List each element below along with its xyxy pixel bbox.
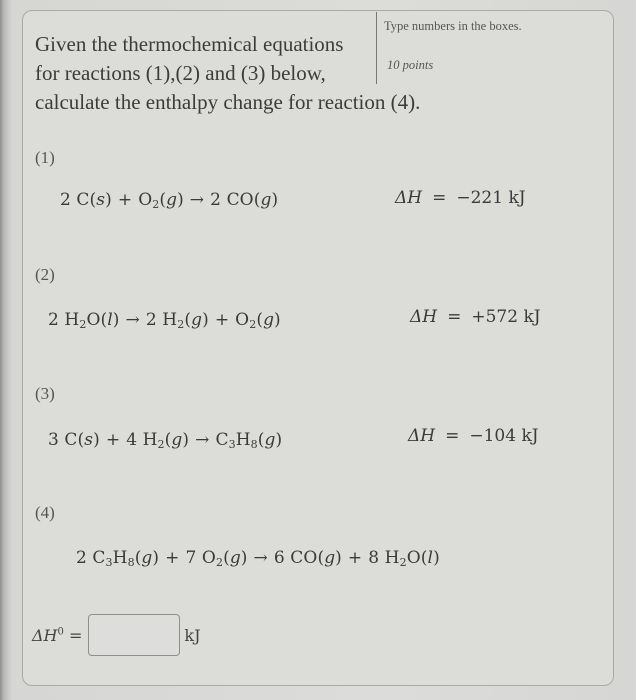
prompt-line-1: Given the thermochemical equations [35, 32, 344, 56]
delta-h-symbol: ΔH [408, 426, 436, 446]
question-meta [376, 12, 522, 84]
reaction-1-label: (1) [35, 148, 55, 167]
delta-h-value: −221 kJ [456, 188, 526, 208]
answer-row [32, 612, 201, 658]
reaction-3-enthalpy: ΔH = −104 kJ [408, 426, 539, 446]
delta-h-value: −104 kJ [469, 426, 539, 446]
answer-unit: kJ [184, 625, 201, 645]
reaction-4-label: (4) [35, 503, 55, 522]
reaction-2-equation: 2 $H_2O(l) \to 2$ $H_2(g) + O_2(g)$ [48, 310, 281, 331]
reaction-2-enthalpy: ΔH = +572 kJ [410, 307, 541, 327]
prompt-line-3: calculate the enthalpy change for reaction (4). [35, 90, 421, 114]
reaction-2-label: (2) [35, 265, 55, 284]
delta-h-symbol: ΔH [410, 307, 438, 327]
answer-label: $\Delta H^0$ = [32, 625, 83, 645]
reaction-3-label: (3) [35, 384, 55, 403]
reaction-1-enthalpy: ΔH = −221 kJ [395, 188, 526, 208]
delta-h-answer-input[interactable] [88, 614, 180, 656]
reaction-1-equation: 2 $C(s) + O_2(g) \to 2$ CO(g) [60, 190, 279, 211]
instruction-text: Type numbers in the boxes. [384, 19, 522, 33]
delta-h-symbol: ΔH [395, 188, 423, 208]
reaction-4-equation: 2 $C_3H_8(g) + 7$ $O_2(g) \to 6$ CO(g) + 8 $H_2O(l)$ [76, 548, 440, 569]
prompt-line-2: for reactions (1),(2) and (3) below, [35, 61, 326, 85]
reaction-3-equation: 3 C(s) + 4 $H_2(g) \to C_3H_8(g)$ [48, 430, 283, 451]
delta-h-value: +572 kJ [471, 307, 541, 327]
points-text: 10 points [387, 58, 434, 72]
